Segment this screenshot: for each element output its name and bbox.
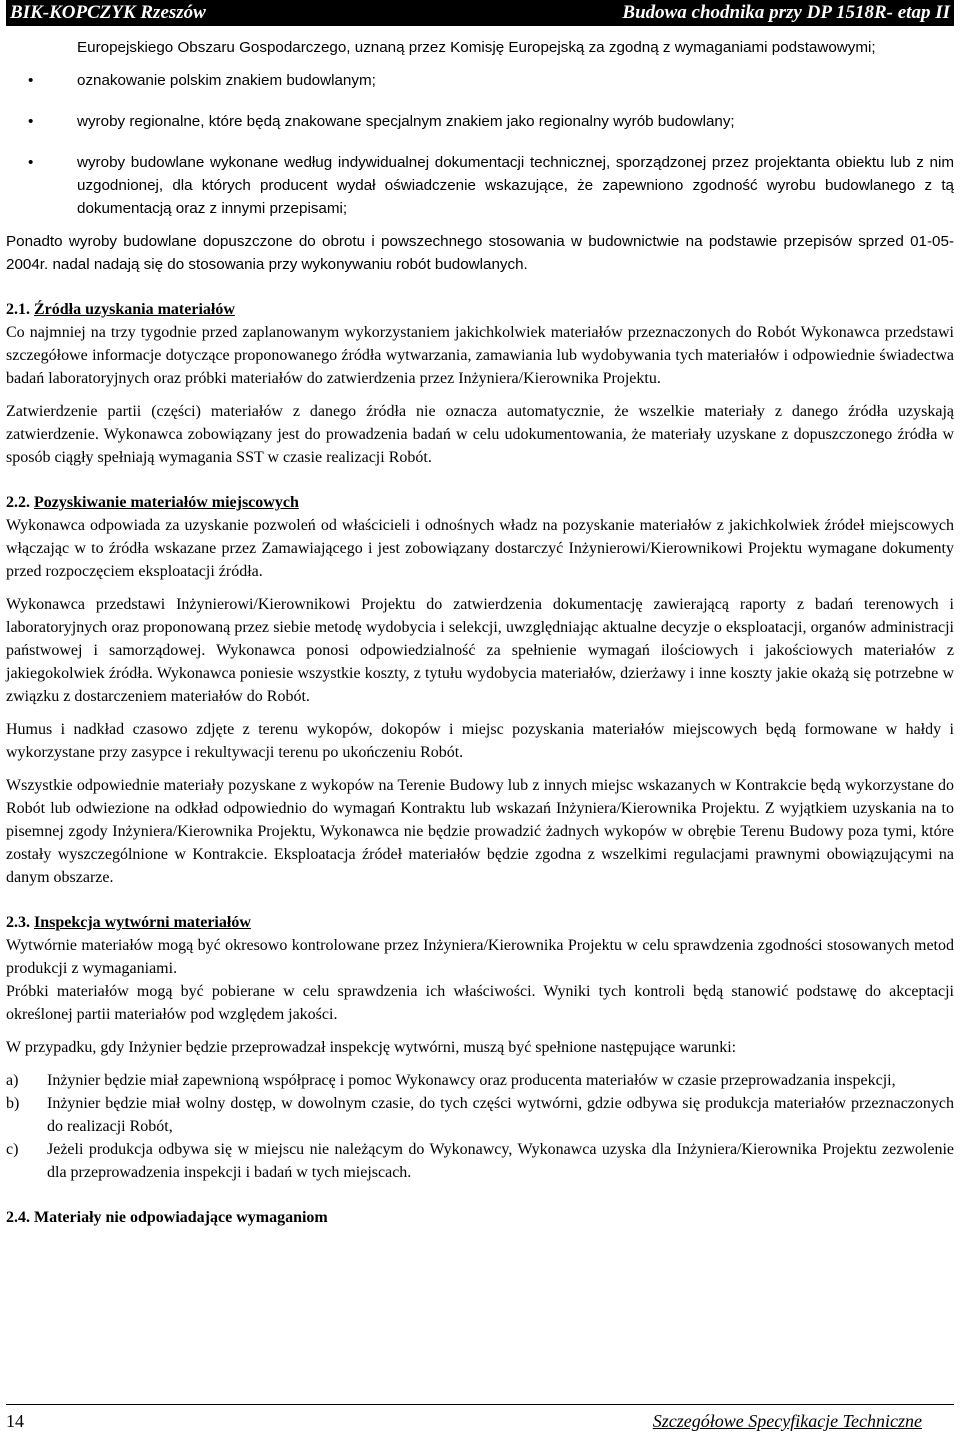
- list-item-label: a): [6, 1072, 19, 1089]
- paragraph: Zatwierdzenie partii (części) materiałów z danego źródła nie oznacza automatycznie, że wszelkie materiały z danego źródła uzyskają zatwierdzenie. Wykonawca zobowiązany jest do prowadzenia badań w celu udokumentowania, że materiały uzyskane z dopuszczonego źródła w sposób ciągły spełniają wymagania SST w czasie realizacji Robót.: [6, 403, 954, 466]
- paragraph: Wykonawca odpowiada za uzyskanie pozwoleń od właścicieli i odnośnych władz na pozyskanie materiałów z jakichkolwiek źródeł miejscowych włączając w to źródła wskazane przez Zamawiającego i jest zobowiązany dostarczyć Inżynierowi/Kierownikowi Projektu wymagane dokumenty przed rozpoczęciem eksploatacji źródła.: [6, 517, 954, 580]
- footer-title: Szczegółowe Specyfikacje Techniczne: [652, 1411, 922, 1431]
- section-number: 2.1.: [6, 301, 30, 318]
- paragraph: Wszystkie odpowiednie materiały pozyskane z wykopów na Terenie Budowy lub z innych miejsc wskazanych w Kontrakcie będą wykorzystane do Robót lub odwiezione na odkład odpowiednio do wymagań Kontraktu lub wskazań Inżyniera/Kierownika Projektu. Z wyjątkiem uzyskania na to pisemnej zgody Inżyniera/Kierownika Projektu, Wykonawca nie będzie prowadzić żadnych wykopów w obrębie Terenu Budowy poza tymi, które zostały wyszczególnione w Kontrakcie. Eksploatacja źródeł materiałów będzie zgodna z wszelkimi regulacjami prawnymi obowiązującymi na danym obszarze.: [6, 777, 954, 886]
- header-company: BIK-KOPCZYK Rzeszów: [10, 2, 206, 23]
- list-item-label: c): [6, 1141, 19, 1158]
- section-title: Źródła uzyskania materiałów: [34, 301, 235, 318]
- list-item: [6, 1138, 954, 1184]
- document-body: [6, 36, 954, 1229]
- section-heading-2-2: [6, 491, 954, 514]
- footer-divider: [6, 1404, 954, 1405]
- section-title: Inspekcja wytwórni materiałów: [34, 914, 251, 931]
- page-number: 14: [6, 1411, 24, 1431]
- section-number: 2.4.: [6, 1209, 30, 1226]
- paragraph: W przypadku, gdy Inżynier będzie przeprowadzał inspekcję wytwórni, muszą być spełnione następujące warunki:: [6, 1039, 737, 1056]
- paragraph: Wykonawca przedstawi Inżynierowi/Kierownikowi Projektu do zatwierdzenia dokumentację zawierającą raporty z badań terenowych i laboratoryjnych oraz proponowaną przez siebie metodę wydobycia i selekcji, uwzględniając aktualne decyzje o eksploatacji, organów administracji państwowej i samorządowej. Wykonawca ponosi odpowiedzialność za spełnienie wymagań ilościowych i jakościowych materiałów z jakiegokolwiek źródła. Wykonawca poniesie wszystkie koszty, z tytułu wydobycia materiałów, dzierżawy i inne koszty jakie okażą się potrzebne w związku z dostarczeniem materiałów do Robót.: [6, 596, 954, 705]
- list-item: [6, 1092, 954, 1138]
- section-title: Materiały nie odpowiadające wymaganiom: [34, 1209, 328, 1226]
- list-item-label: b): [6, 1095, 20, 1112]
- list-item-text: Inżynier będzie miał zapewnioną współpracę i pomoc Wykonawcy oraz producenta materiałów w czasie przeprowadzania inspekcji,: [47, 1072, 896, 1089]
- section-title: Pozyskiwanie materiałów miejscowych: [34, 494, 299, 511]
- bullet-item: • wyroby budowlane wykonane według indywidualnej dokumentacji technicznej, sporządzonej przez projektanta obiektu lub z nim uzgodnionej, dla których producent wydał oświadczenie wskazujące, że zapewniono zgodność wyrobu budowlanego z tą dokumentacją oraz z innymi przepisami;: [77, 151, 954, 220]
- paragraph: Wytwórnie materiałów mogą być okresowo kontrolowane przez Inżyniera/Kierownika Projektu w celu sprawdzenia zgodności stosowanych metod produkcji z wymaganiami.: [6, 937, 954, 977]
- paragraph: Próbki materiałów mogą być pobierane w celu sprawdzenia ich właściwości. Wyniki tych kontroli będą stanowić podstawę do akceptacji określonej partii materiałów pod względem jakości.: [6, 983, 954, 1023]
- bullet-item: • oznakowanie polskim znakiem budowlanym;: [77, 69, 954, 92]
- paragraph: Humus i nadkład czasowo zdjęte z terenu wykopów, dokopów i miejsc pozyskania materiałów miejscowych będą formowane w hałdy i wykorzystane przy zasypce i rekultywacji terenu po ukończeniu Robót.: [6, 721, 954, 761]
- page-header: [6, 0, 954, 26]
- list-item: [6, 1069, 954, 1092]
- section-heading-2-4: [6, 1206, 954, 1229]
- bullet-continuation: Europejskiego Obszaru Gospodarczego, uznaną przez Komisję Europejską za zgodną z wymaganiami podstawowymi;: [77, 39, 876, 56]
- list-item-text: Jeżeli produkcja odbywa się w miejscu nie należącym do Wykonawcy, Wykonawca uzyska dla Inżyniera/Kierownika Projektu zezwolenie dla przeprowadzenia inspekcji i badań w tych miejscach.: [47, 1141, 954, 1181]
- section-number: 2.2.: [6, 494, 30, 511]
- section-number: 2.3.: [6, 914, 30, 931]
- page-footer: [6, 1411, 922, 1432]
- paragraph-ponadto: Ponadto wyroby budowlane dopuszczone do obrotu i powszechnego stosowania w budownictwie na podstawie przepisów sprzed 01-05-2004r. nadal nadają się do stosowania przy wykonywaniu robót budowlanych.: [6, 233, 954, 273]
- header-project: Budowa chodnika przy DP 1518R- etap II: [622, 2, 950, 23]
- bullet-item: • wyroby regionalne, które będą znakowane specjalnym znakiem jako regionalny wyrób budowlany;: [77, 110, 954, 133]
- list-item-text: Inżynier będzie miał wolny dostęp, w dowolnym czasie, do tych części wytwórni, gdzie odbywa się produkcja materiałów przeznaczonych do realizacji Robót,: [47, 1095, 954, 1135]
- paragraph: Co najmniej na trzy tygodnie przed zaplanowanym wykorzystaniem jakichkolwiek materiałów przeznaczonych do Robót Wykonawca przedstawi szczegółowe informacje dotyczące proponowanego źródła wytwarzania, zamawiania lub wydobywania tych materiałów i odpowiednie świadectwa badań laboratoryjnych oraz próbki materiałów do zatwierdzenia przez Inżyniera/Kierownika Projektu.: [6, 324, 954, 387]
- section-heading-2-1: [6, 298, 954, 321]
- section-heading-2-3: [6, 911, 954, 934]
